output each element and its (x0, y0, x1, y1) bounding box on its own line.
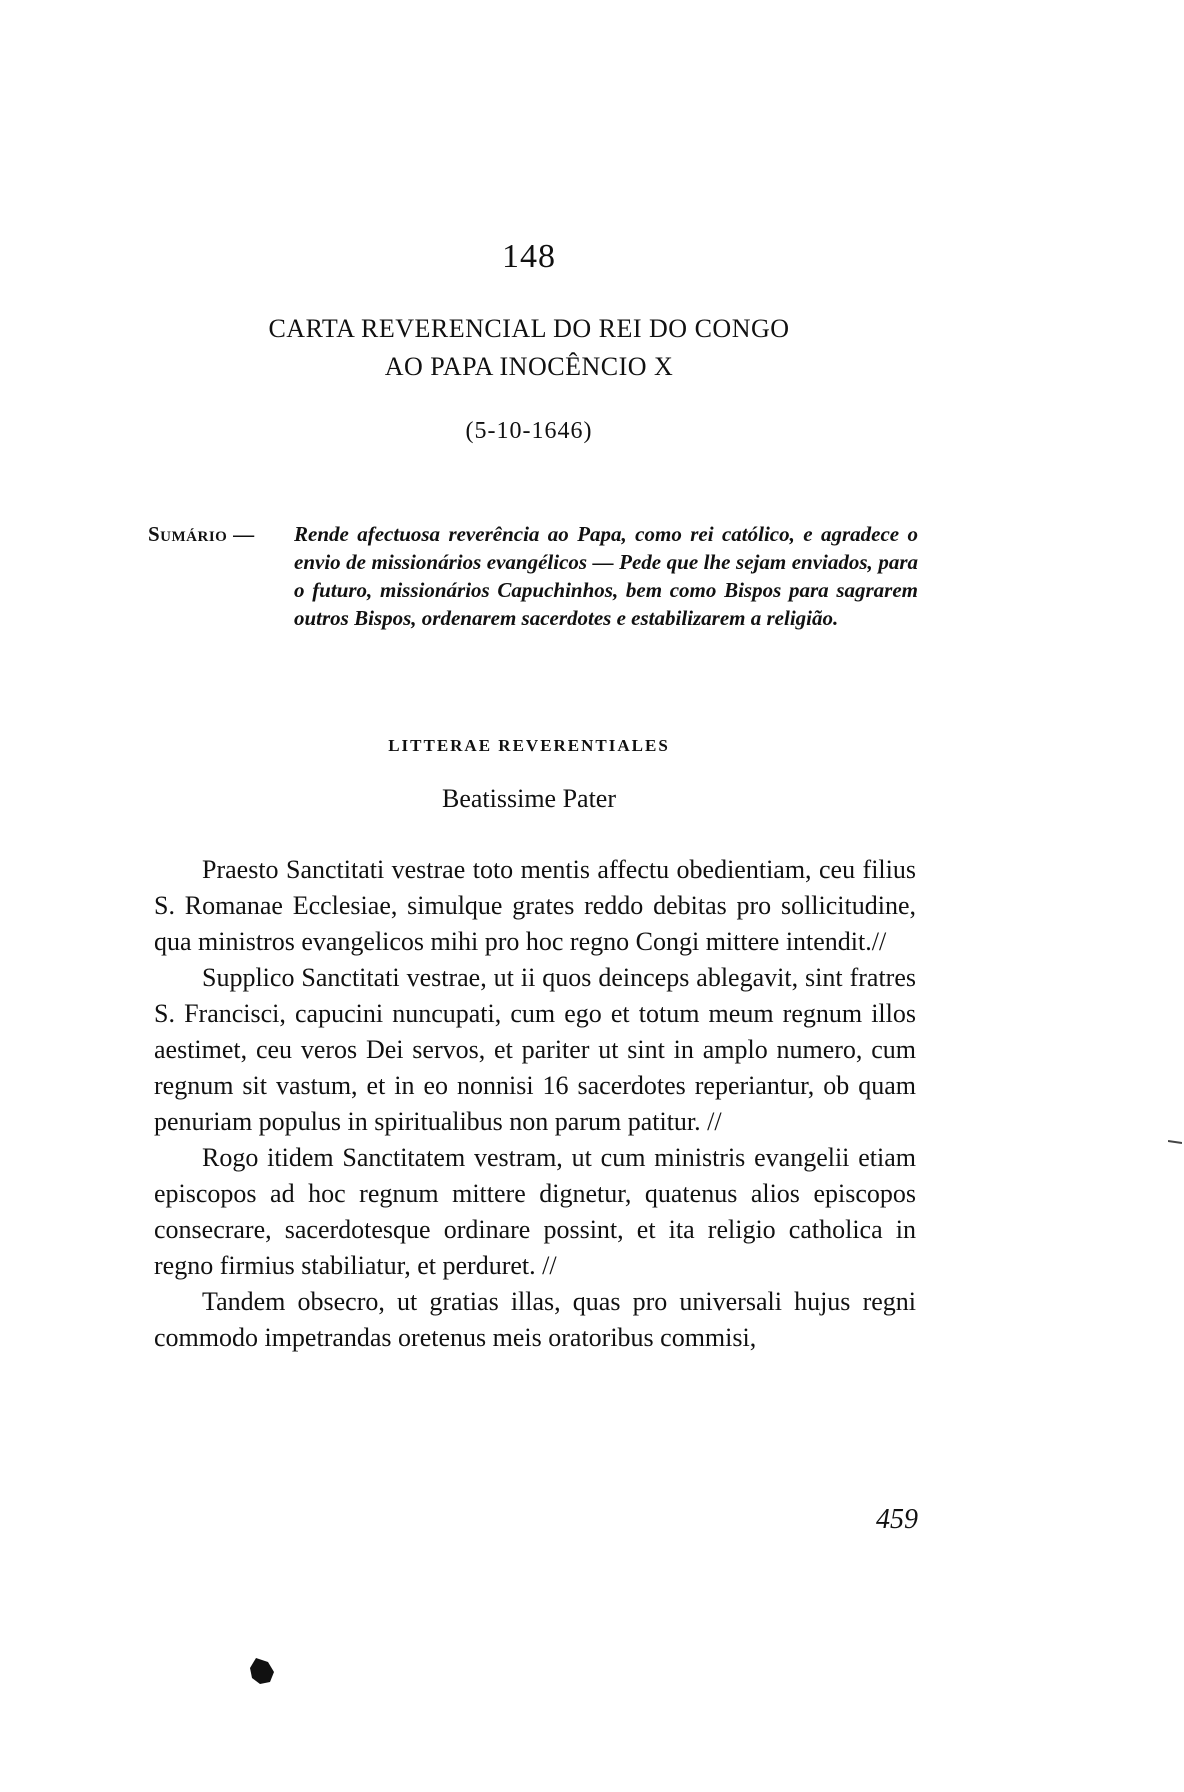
letter-heading: LITTERAE REVERENTIALES (388, 736, 670, 755)
ink-blot-mark (248, 1656, 276, 1686)
title-line-2: AO PAPA INOCÊNCIO X (384, 352, 674, 381)
margin-mark (1168, 1138, 1182, 1146)
letter-paragraph: Rogo itidem Sanctitatem vestram, ut cum ministris evangelii etiam episcopos ad hoc regnum mittere dignetur, quatenus alios episcopos consecrare, sacerdotesque ordinare possint, et ita religio catholica in regno firmius stabiliatur, et perduret. // (154, 1143, 916, 1280)
document-date: (5-10-1646) (465, 418, 593, 444)
letter-body (154, 852, 916, 1356)
letter-salutation: Beatissime Pater (441, 784, 616, 813)
title-line-1: CARTA REVERENCIAL DO REI DO CONGO (268, 314, 790, 343)
summary-block (148, 520, 918, 632)
summary-label: Sumário — (148, 522, 255, 546)
letter-paragraph: Supplico Sanctitati vestrae, ut ii quos deinceps ablegavit, sint fratres S. Francisci, capucini nuncupati, cum ego et totum meum regnum illos aestimet, ceu veros Dei servos, et pariter ut sint in amplo numero, cum regnum sit vastum, et in eo nonnisi 16 sacerdotes reperiantur, ob quam penuriam populus in spiritualibus non parum patitur. // (154, 963, 916, 1136)
letter-paragraph: Praesto Sanctitati vestrae toto mentis affectu obedientiam, ceu filius S. Romanae Ecclesiae, simulque grates reddo debitas pro sollicitudine, qua ministros evangelicos mihi pro hoc regno Congi mittere intendit.// (154, 855, 916, 956)
page-number: 459 (876, 1504, 918, 1535)
summary-text: Rende afectuosa reverência ao Papa, como rei católico, e agradece o envio de missionários evangélicos — Pede que lhe sejam enviados, para o futuro, missionários Capuchinhos, bem como Bispos para sagrarem outros Bispos, ordenarem sacerdotes e estabilizarem a religião. (294, 522, 918, 630)
document-title (0, 310, 1058, 386)
document-number: 148 (502, 238, 556, 275)
letter-paragraph: Tandem obsecro, ut gratias illas, quas pro universali hujus regni commodo impetrandas oretenus meis oratoribus commisi, (154, 1287, 916, 1352)
